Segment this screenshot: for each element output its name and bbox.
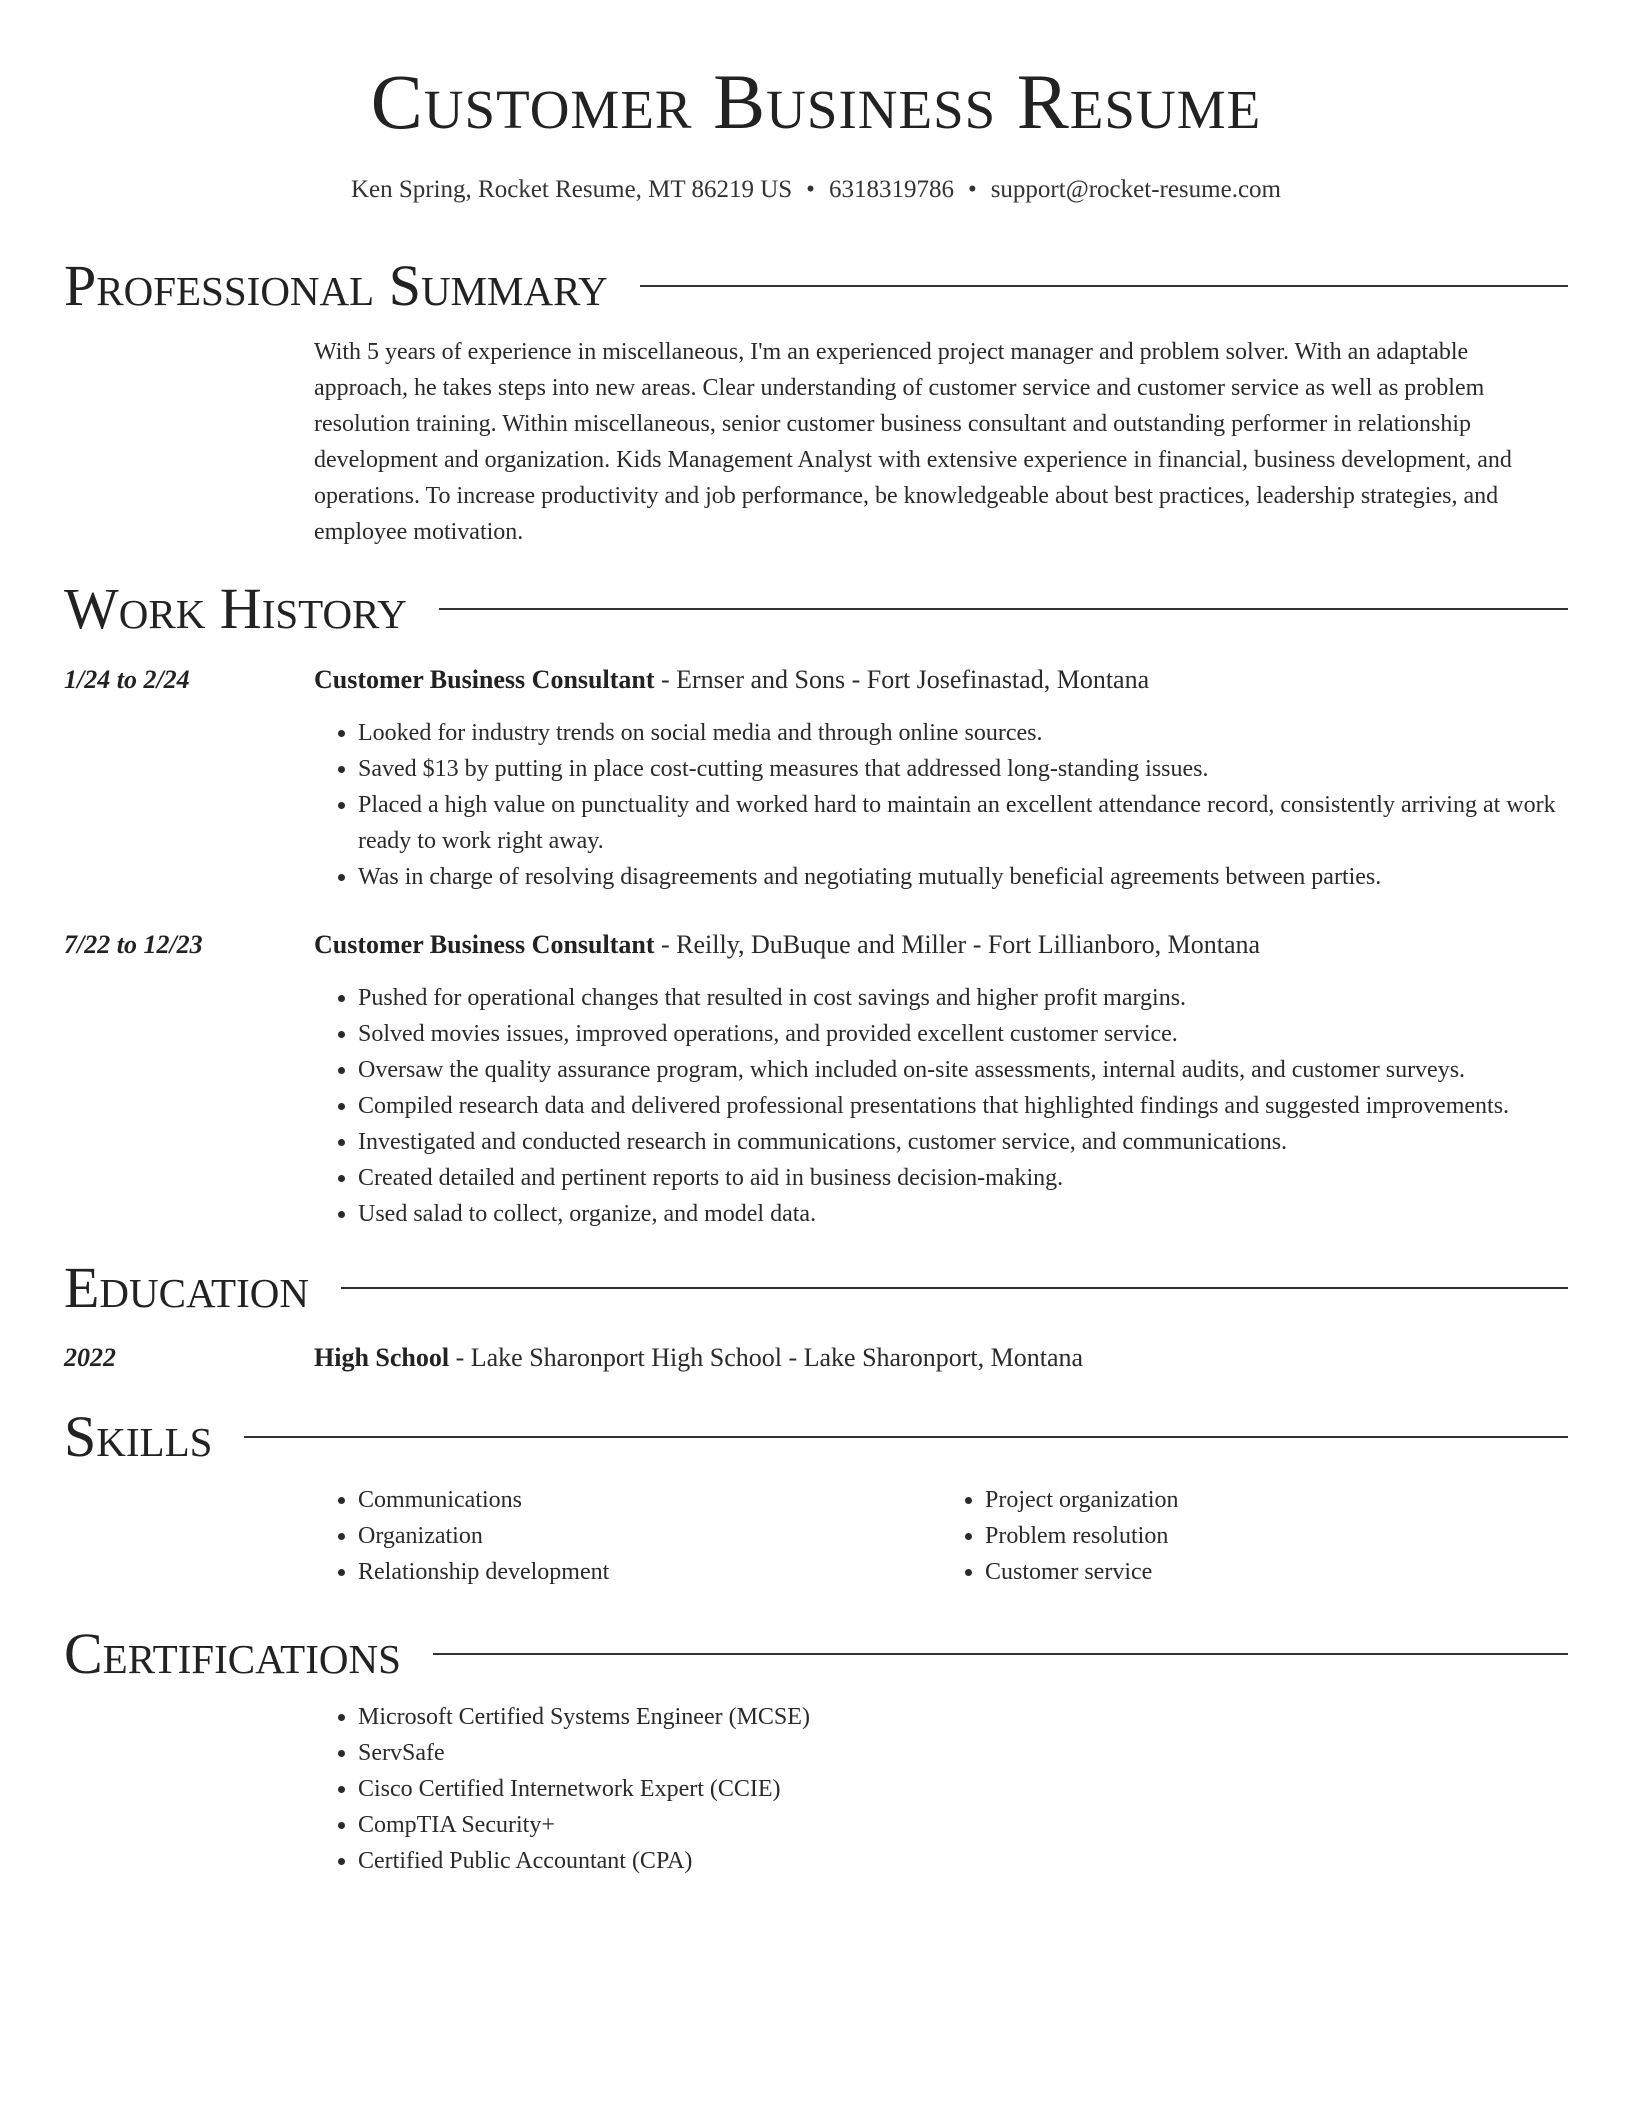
contact-phone[interactable]: 6318319786 xyxy=(828,176,954,203)
contact-separator: • xyxy=(806,176,815,203)
contact-address: Ken Spring, Rocket Resume, MT 86219 US xyxy=(350,176,793,203)
list-item: • Used salad to collect, organize, and model data. xyxy=(358,1196,1568,1232)
section-education xyxy=(64,1252,1568,1324)
skills-column-left xyxy=(314,1482,941,1590)
section-skills xyxy=(64,1401,1568,1473)
skills-column-right xyxy=(941,1482,1568,1590)
summary-text: With 5 years of experience in miscellaneous, I'm an experienced project manager and problem solver. With an adaptable approach, he takes steps into new areas. Clear understanding of customer service and customer service as well as problem resolution training. Within miscellaneous, senior customer business consultant and outstanding performer in relationship development and organization. Kids Management Analyst with extensive experience in financial, business development, and operations. To increase productivity and job performance, be knowledgeable about best practices, leadership strategies, and employee motivation. xyxy=(314,339,1512,545)
section-divider xyxy=(433,1653,1568,1655)
section-heading: Education xyxy=(64,1255,309,1320)
section-heading: Professional Summary xyxy=(64,253,608,318)
list-item: • Microsoft Certified Systems Engineer (MCSE) xyxy=(358,1699,1568,1735)
list-item: • Looked for industry trends on social media and through online sources. xyxy=(358,715,1568,751)
list-item: • Relationship development xyxy=(358,1554,941,1590)
section-divider xyxy=(439,608,1568,610)
list-item: • Was in charge of resolving disagreements and negotiating mutually beneficial agreements between parties. xyxy=(358,859,1568,895)
job-bullets xyxy=(314,980,1568,1232)
list-item: • Project organization xyxy=(985,1482,1568,1518)
list-item: • Cisco Certified Internetwork Expert (CCIE) xyxy=(358,1771,1568,1807)
job-bullets xyxy=(314,715,1568,895)
list-item: • Oversaw the quality assurance program, which included on-site assessments, internal audits, and customer surveys. xyxy=(358,1052,1568,1088)
job-heading xyxy=(314,662,1568,698)
section-heading: Skills xyxy=(64,1404,213,1469)
section-divider xyxy=(244,1436,1568,1438)
certifications-list xyxy=(314,1699,1568,1879)
list-item: • Customer service xyxy=(985,1554,1568,1590)
list-item: • Problem resolution xyxy=(985,1518,1568,1554)
list-item: • Compiled research data and delivered professional presentations that highlighted findings and suggested improvements. xyxy=(358,1088,1568,1124)
section-divider xyxy=(640,285,1568,287)
job-heading xyxy=(314,927,1568,963)
list-item: • Communications xyxy=(358,1482,941,1518)
section-divider xyxy=(341,1287,1568,1289)
job-details: - Ernser and Sons - Fort Josefinastad, Montana xyxy=(654,665,1150,694)
education-degree: High School xyxy=(314,1343,450,1372)
job-dates: 1/24 to 2/24 xyxy=(64,665,190,694)
section-professional-summary xyxy=(64,250,1568,322)
contact-email[interactable]: support@rocket-resume.com xyxy=(990,176,1281,203)
section-certifications xyxy=(64,1618,1568,1690)
job-dates: 7/22 to 12/23 xyxy=(64,930,203,959)
list-item: • Pushed for operational changes that resulted in cost savings and higher profit margins. xyxy=(358,980,1568,1016)
list-item: • Created detailed and pertinent reports to aid in business decision-making. xyxy=(358,1160,1568,1196)
section-work-history xyxy=(64,573,1568,645)
contact-line xyxy=(0,172,1632,208)
section-heading: Work History xyxy=(64,576,407,641)
job-title: Customer Business Consultant xyxy=(314,665,655,694)
list-item: • CompTIA Security+ xyxy=(358,1807,1568,1843)
job-details: - Reilly, DuBuque and Miller - Fort Lillianboro, Montana xyxy=(654,930,1261,959)
job-title: Customer Business Consultant xyxy=(314,930,655,959)
contact-separator: • xyxy=(967,176,977,203)
list-item: • Investigated and conducted research in communications, customer service, and communications. xyxy=(358,1124,1568,1160)
education-entry xyxy=(314,1340,1568,1376)
resume-title: Customer Business Resume xyxy=(370,58,1262,145)
list-item: • ServSafe xyxy=(358,1735,1568,1771)
education-year: 2022 xyxy=(64,1343,116,1372)
list-item: • Saved $13 by putting in place cost-cutting measures that addressed long-standing issues. xyxy=(358,751,1568,787)
skills-list xyxy=(314,1482,1568,1590)
education-details: - Lake Sharonport High School - Lake Sharonport, Montana xyxy=(449,1343,1084,1372)
list-item: • Solved movies issues, improved operations, and provided excellent customer service. xyxy=(358,1016,1568,1052)
section-heading: Certifications xyxy=(64,1621,401,1686)
list-item: • Certified Public Accountant (CPA) xyxy=(358,1843,1568,1879)
list-item: • Organization xyxy=(358,1518,941,1554)
list-item: • Placed a high value on punctuality and worked hard to maintain an excellent attendance record, consistently arriving at work ready to work right away. xyxy=(358,787,1568,859)
